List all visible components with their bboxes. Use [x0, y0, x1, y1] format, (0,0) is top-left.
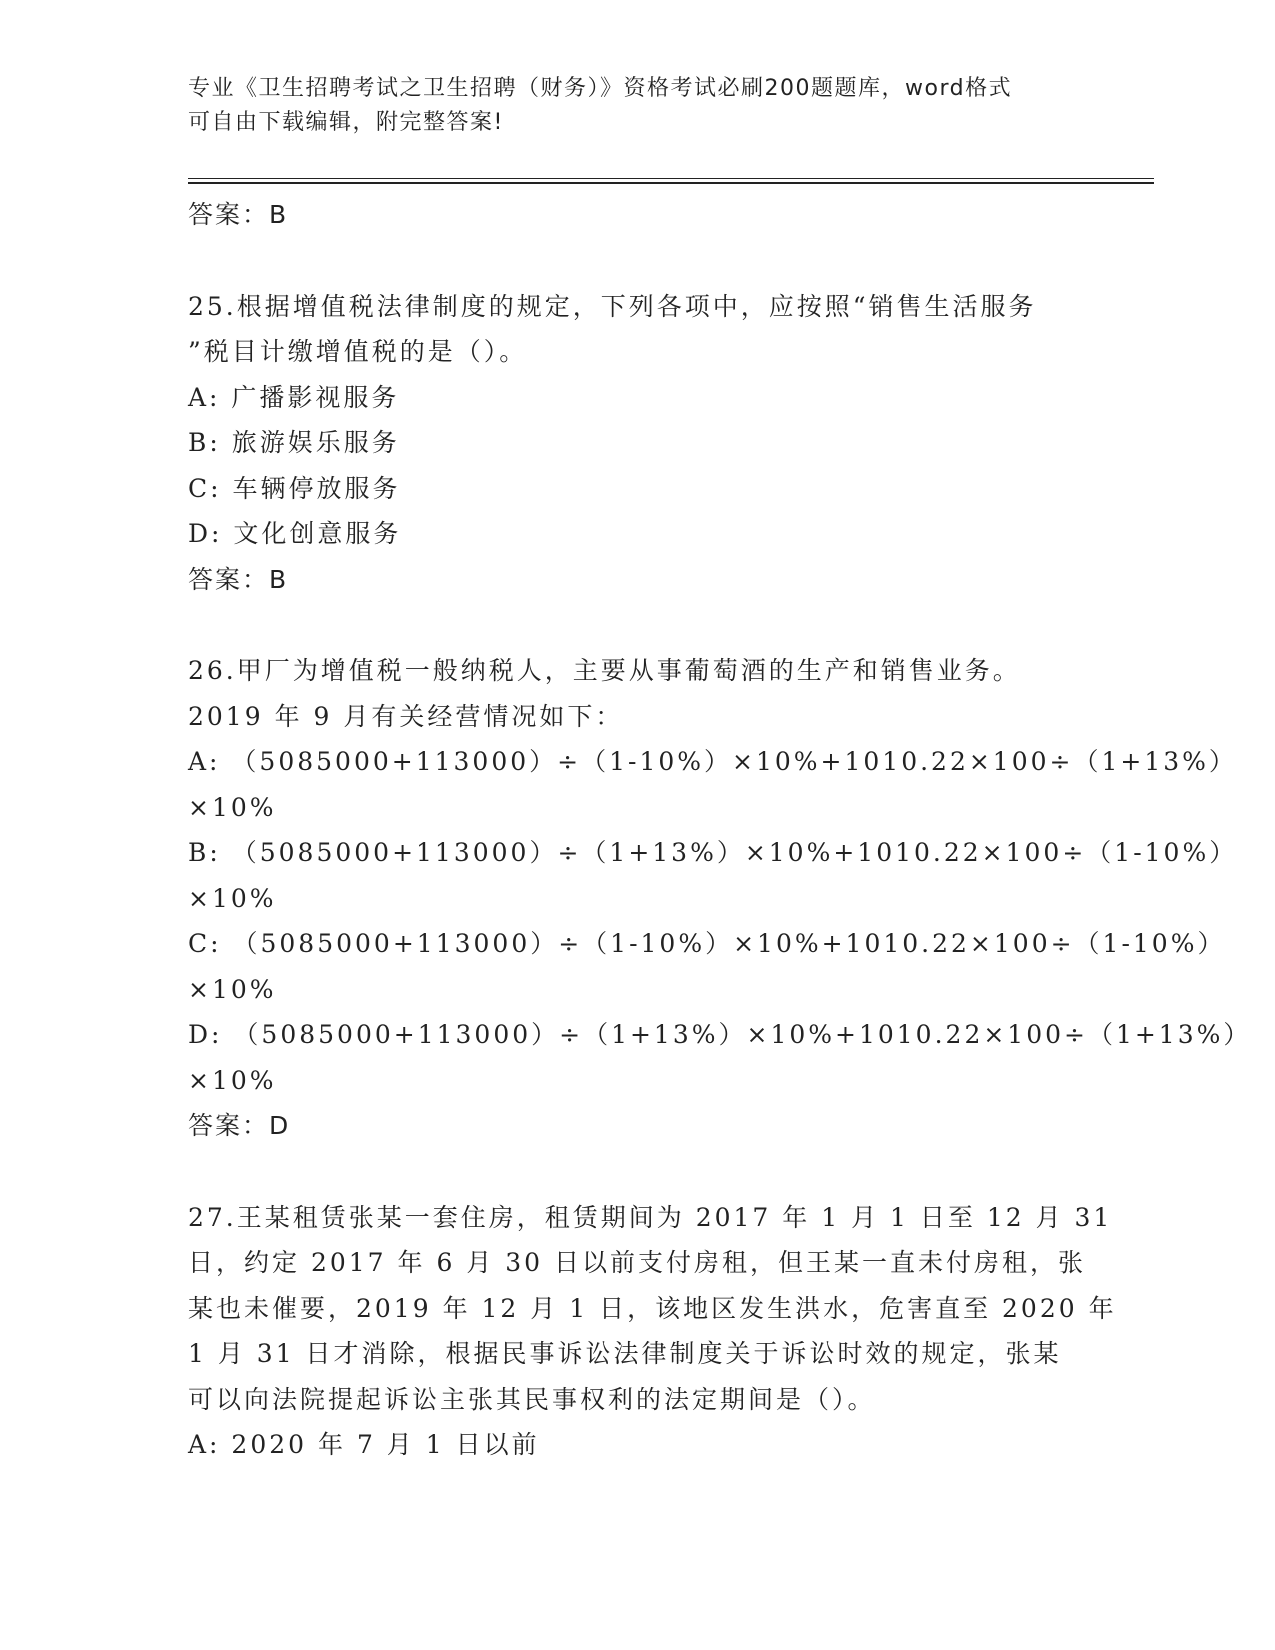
answer-24: 答案：B: [188, 200, 289, 229]
question-26-option-a: A: （5085000+113000）÷（1-10%）×10%+1010.22×100÷（1+13%）: [188, 747, 1237, 776]
question-27-stem-line-2: 日，约定 2017 年 6 月 30 日以前支付房租，但王某一直未付房租，张: [188, 1248, 1087, 1277]
question-27-option-a: A: 2020 年 7 月 1 日以前: [188, 1430, 540, 1459]
question-26-option-c-cont: ×10%: [188, 974, 277, 1004]
header-line-1: 专业《卫生招聘考试之卫生招聘（财务）》资格考试必刷200题题库，word格式: [188, 76, 1013, 101]
question-27-stem-line-3: 某也未催要，2019 年 12 月 1 日，该地区发生洪水，危害直至 2020 年: [188, 1293, 1117, 1323]
header-divider-thick: [188, 182, 1154, 184]
question-25-stem-line-2: ”税目计缴增值税的是（）。: [188, 337, 528, 366]
question-27: [188, 1195, 1117, 1468]
question-26-option-c: C: （5085000+113000）÷（1-10%）×10%+1010.22×100÷（1-10%）: [188, 929, 1226, 958]
question-26-stem-line-1: 26.甲厂为增值税一般纳税人，主要从事葡萄酒的生产和销售业务。: [188, 656, 1021, 685]
header-divider-thin: [188, 178, 1154, 179]
question-26-option-a-cont: ×10%: [188, 792, 277, 822]
question-26-option-b: B: （5085000+113000）÷（1+13%）×10%+1010.22×100÷（1-10%）: [188, 838, 1238, 867]
question-26: [188, 648, 1252, 1149]
answer-26: 答案：D: [188, 1111, 291, 1140]
question-25-option-b: B: 旅游娱乐服务: [188, 428, 400, 457]
question-27-stem-line-5: 可以向法院提起诉讼主张其民事权利的法定期间是（）。: [188, 1384, 876, 1414]
question-26-option-d-cont: ×10%: [188, 1065, 277, 1095]
question-25-stem-line-1: 25.根据增值税法律制度的规定，下列各项中，应按照“销售生活服务: [188, 291, 1037, 321]
question-27-stem-line-1: 27.王某租赁张某一套住房，租赁期间为 2017 年 1 月 1 日至 12 月 31: [188, 1202, 1113, 1232]
question-25-option-c: C: 车辆停放服务: [188, 473, 401, 503]
header-line-2: 可自由下载编辑，附完整答案!: [188, 110, 504, 135]
question-26-option-d: D: （5085000+113000）÷（1+13%）×10%+1010.22×100÷（1+13%）: [188, 1020, 1252, 1049]
question-26-stem-line-2: 2019 年 9 月有关经营情况如下：: [188, 701, 624, 731]
document-body: [188, 192, 1252, 1468]
question-25-option-d: D: 文化创意服务: [188, 519, 402, 548]
document-header: [188, 72, 1088, 140]
question-25: [188, 284, 1088, 603]
question-25-option-a: A: 广播影视服务: [188, 382, 400, 412]
question-27-stem-line-4: 1 月 31 日才消除，根据民事诉讼法律制度关于诉讼时效的规定，张某: [188, 1339, 1062, 1368]
question-26-option-b-cont: ×10%: [188, 883, 277, 913]
answer-25: 答案：B: [188, 564, 289, 594]
